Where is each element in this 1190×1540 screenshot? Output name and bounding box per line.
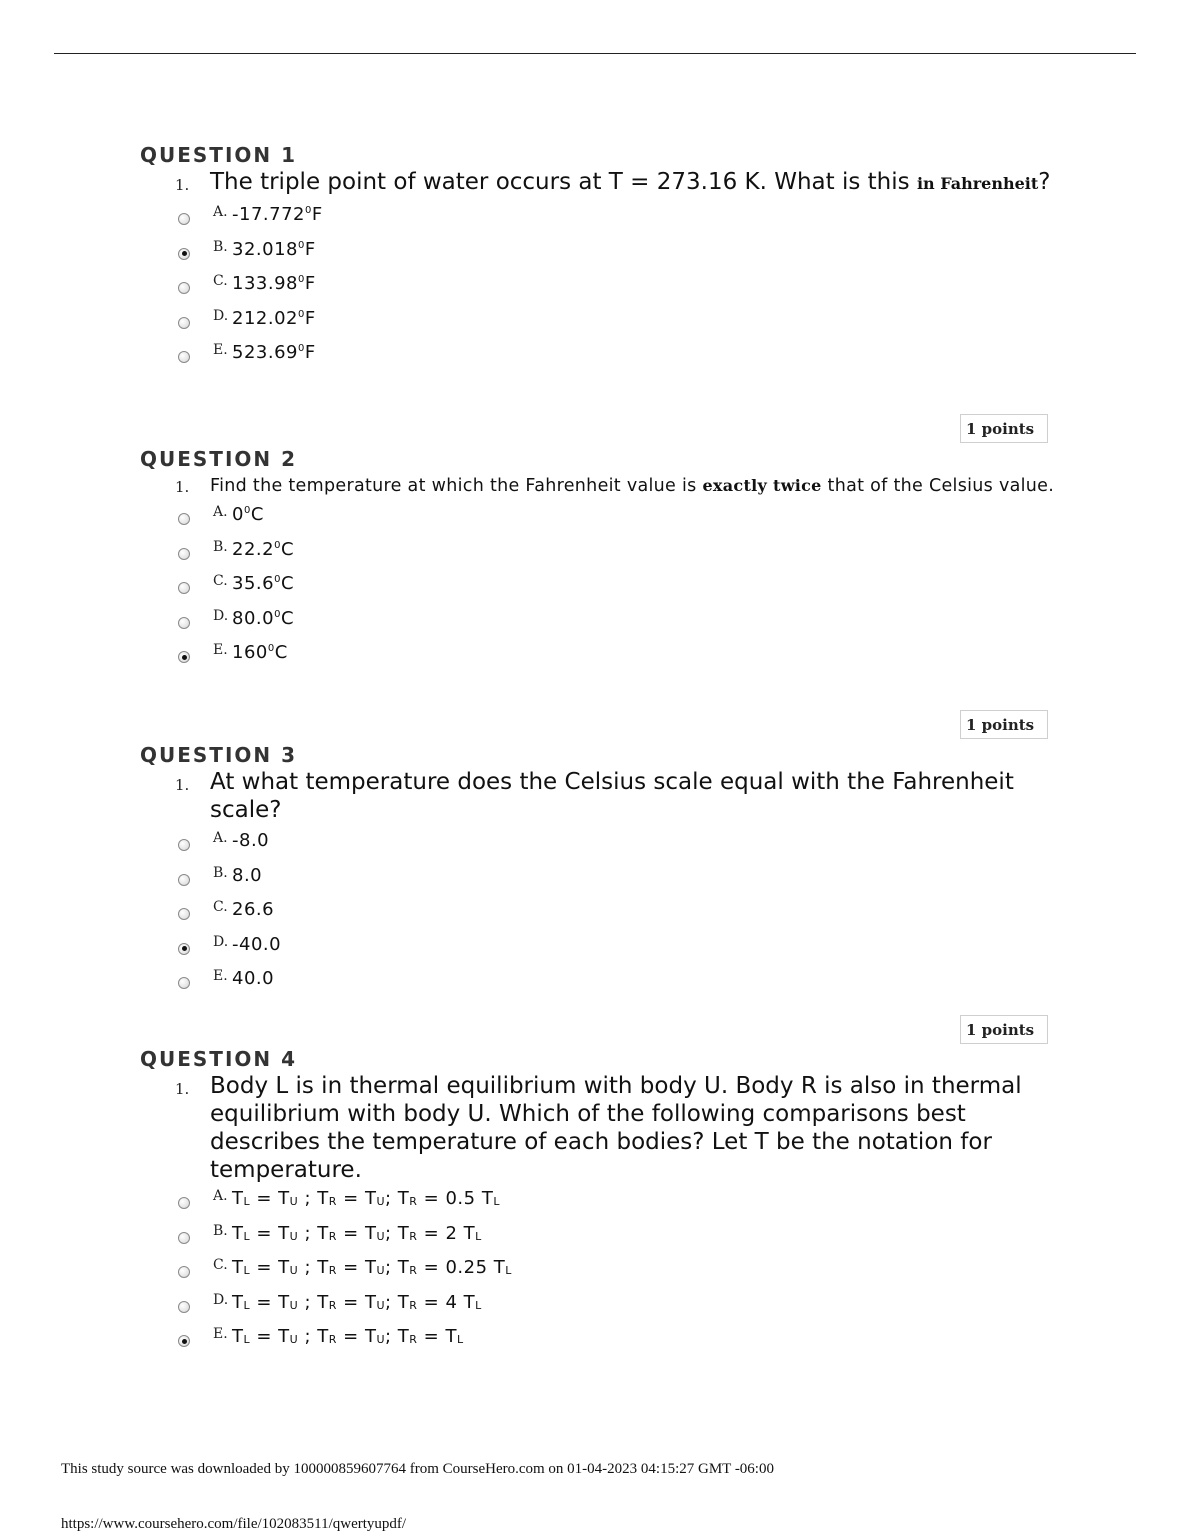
points-badge: 1 points <box>960 414 1048 443</box>
option-e[interactable]: E. 523.69$^0$F <box>178 342 1060 377</box>
option-a[interactable]: A. $T_L = T_U$ ; $T_R = T_U$; $T_R = 0.5$ $T_L$ <box>178 1188 1060 1223</box>
radio-button[interactable] <box>178 513 190 525</box>
option-e[interactable]: E. $T_L = T_U$ ; $T_R = T_U$; $T_R = T_L$ <box>178 1326 1060 1361</box>
options-list <box>178 504 1060 677</box>
option-b[interactable]: B. $T_L = T_U$ ; $T_R = T_U$; $T_R = 2$ $T_L$ <box>178 1223 1060 1258</box>
points-badge: 1 points <box>960 1015 1048 1044</box>
radio-button[interactable] <box>178 317 190 329</box>
option-a[interactable]: A. -8.0 <box>178 830 1060 865</box>
question-number: 1. <box>175 1080 190 1098</box>
options-list <box>178 830 1060 1003</box>
top-rule <box>54 53 1136 54</box>
question-heading: QUESTION 3 <box>140 743 298 767</box>
question-row <box>175 168 1060 198</box>
radio-button[interactable] <box>178 1232 190 1244</box>
option-e[interactable]: E. $160^0C$ <box>178 642 1060 677</box>
option-a[interactable]: A. $0^0C$ <box>178 504 1060 539</box>
question-heading: QUESTION 1 <box>140 143 298 167</box>
radio-button[interactable] <box>178 213 190 225</box>
option-b[interactable]: B. 32.018$^0$F <box>178 239 1060 274</box>
points-badge: 1 points <box>960 710 1048 739</box>
question-heading: QUESTION 2 <box>140 447 298 471</box>
radio-button[interactable] <box>178 874 190 886</box>
radio-button[interactable] <box>178 582 190 594</box>
radio-button-selected[interactable] <box>178 248 190 260</box>
question-number: 1. <box>175 176 190 194</box>
radio-button-selected[interactable] <box>178 1335 190 1347</box>
question-row <box>175 768 1060 824</box>
question-4 <box>140 1046 1060 1361</box>
radio-button[interactable] <box>178 351 190 363</box>
footer-url[interactable]: https://www.coursehero.com/file/102083511/qwertyupdf/ <box>61 1516 407 1532</box>
options-list <box>178 1188 1060 1361</box>
question-text: At what temperature does the Celsius scale equal with the Fahrenheit scale? <box>210 769 1014 823</box>
radio-button[interactable] <box>178 977 190 989</box>
option-a[interactable]: A. -17.772$^0$F <box>178 204 1060 239</box>
question-2 <box>140 446 1060 677</box>
question-text: Find the temperature at which the Fahrenheit value is exactly twice that of the Celsius value. <box>210 476 1055 496</box>
option-d[interactable]: D. $T_L = T_U$ ; $T_R = T_U$; $T_R = 4$ $T_L$ <box>178 1292 1060 1327</box>
radio-button[interactable] <box>178 1301 190 1313</box>
question-number: 1. <box>175 776 190 794</box>
question-1 <box>140 142 1060 377</box>
question-text: The triple point of water occurs at T = 273.16 K. What is this in Fahrenheit? <box>210 169 1051 195</box>
radio-button-selected[interactable] <box>178 943 190 955</box>
radio-button[interactable] <box>178 1197 190 1209</box>
radio-button-selected[interactable] <box>178 651 190 663</box>
option-c[interactable]: C. 133.98$^0$F <box>178 273 1060 308</box>
radio-button[interactable] <box>178 282 190 294</box>
footer-source-note: This study source was downloaded by 100000859607764 from CourseHero.com on 01-04-2023 04:15:27 GMT -06:00 <box>61 1461 774 1477</box>
question-3 <box>140 742 1060 1003</box>
question-number: 1. <box>175 478 190 496</box>
option-d[interactable]: D. 212.02$^0$F <box>178 308 1060 343</box>
options-list <box>178 204 1060 377</box>
option-b[interactable]: B. 8.0 <box>178 865 1060 900</box>
radio-button[interactable] <box>178 839 190 851</box>
question-text: Body L is in thermal equilibrium with body U. Body R is also in thermal equilibrium with body U. Which of the following comparisons best describes the temperature of each bodies? Let T be the notation for temperature. <box>210 1073 1022 1183</box>
question-row <box>175 1072 1060 1184</box>
radio-button[interactable] <box>178 617 190 629</box>
question-heading: QUESTION 4 <box>140 1047 298 1071</box>
option-d[interactable]: D. -40.0 <box>178 934 1060 969</box>
radio-button[interactable] <box>178 908 190 920</box>
option-c[interactable]: C. 35.6$^0$C <box>178 573 1060 608</box>
option-b[interactable]: B. 22.2$^0$C <box>178 539 1060 574</box>
option-c[interactable]: C. 26.6 <box>178 899 1060 934</box>
radio-button[interactable] <box>178 548 190 560</box>
option-d[interactable]: D. 80.0$^0$C <box>178 608 1060 643</box>
option-e[interactable]: E. 40.0 <box>178 968 1060 1003</box>
option-c[interactable]: C. $T_L = T_U$ ; $T_R = T_U$; $T_R = 0.25$ $T_L$ <box>178 1257 1060 1292</box>
radio-button[interactable] <box>178 1266 190 1278</box>
question-row <box>175 474 1060 498</box>
